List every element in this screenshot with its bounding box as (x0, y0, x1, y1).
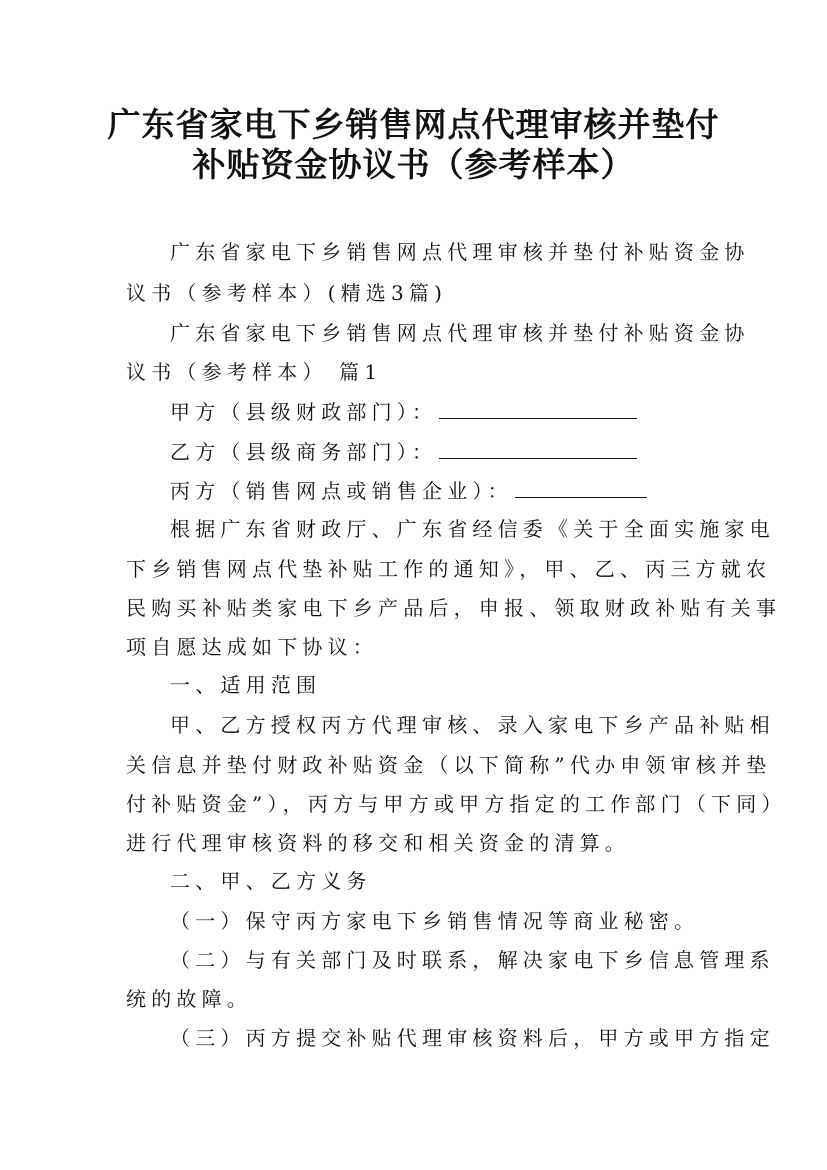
party-c-line (170, 477, 647, 505)
paragraph-line: 进行代理审核资料的移交和相关资金的清算。 (126, 831, 630, 855)
party-b-label: 乙方（县级商务部门）： (170, 440, 438, 464)
paragraph-line: （三）丙方提交补贴代理审核资料后，甲方或甲方指定 (170, 1026, 775, 1050)
party-a-blank (439, 400, 637, 419)
section-heading: 二、甲、乙方义务 (170, 869, 372, 893)
paragraph-line: 关信息并垫付财政补贴资金（以下简称”代办申领审核并垫 (126, 753, 772, 777)
party-b-line (170, 438, 637, 466)
section-heading: 一、适用范围 (170, 673, 322, 697)
paragraph-line: 广东省家电下乡销售网点代理审核并垫付补贴资金协 (170, 321, 750, 345)
party-c-blank (515, 479, 647, 498)
paragraph-line: 项自愿达成如下协议： (126, 635, 378, 659)
document-title-line-2: 补贴资金协议书（参考样本） (192, 145, 635, 184)
paragraph-line: 付补贴资金”），丙方与甲方或甲方指定的工作部门（下同） (126, 792, 787, 816)
paragraph-line: （一）保守丙方家电下乡销售情况等商业秘密。 (170, 909, 700, 933)
paragraph-line: 下乡销售网点代垫补贴工作的通知》，甲、乙、丙三方就农 (126, 557, 772, 581)
party-a-line (170, 398, 637, 426)
party-a-label: 甲方（县级财政部门）： (170, 400, 438, 424)
paragraph-line: 统的故障。 (126, 987, 252, 1011)
paragraph-line: 广东省家电下乡销售网点代理审核并垫付补贴资金协 (170, 240, 750, 264)
paragraph-line: 民购买补贴类家电下乡产品后，申报、领取财政补贴有关事 (126, 596, 782, 620)
paragraph-line: 根据广东省财政厅、广东省经信委《关于全面实施家电 (170, 517, 775, 541)
paragraph-line: 甲、乙方授权丙方代理审核、录入家电下乡产品补贴相 (170, 713, 775, 737)
paragraph-line: 议书（参考样本） 篇1 (126, 360, 383, 384)
paragraph-line: （二）与有关部门及时联系，解决家电下乡信息管理系 (170, 948, 775, 972)
party-b-blank (439, 440, 637, 459)
paragraph-line: 议书（参考样本）(精选3篇) (126, 281, 448, 305)
party-c-label: 丙方（销售网点或销售企业）： (170, 479, 513, 503)
document-title-line-1: 广东省家电下乡销售网点代理审核并垫付 (107, 105, 720, 144)
